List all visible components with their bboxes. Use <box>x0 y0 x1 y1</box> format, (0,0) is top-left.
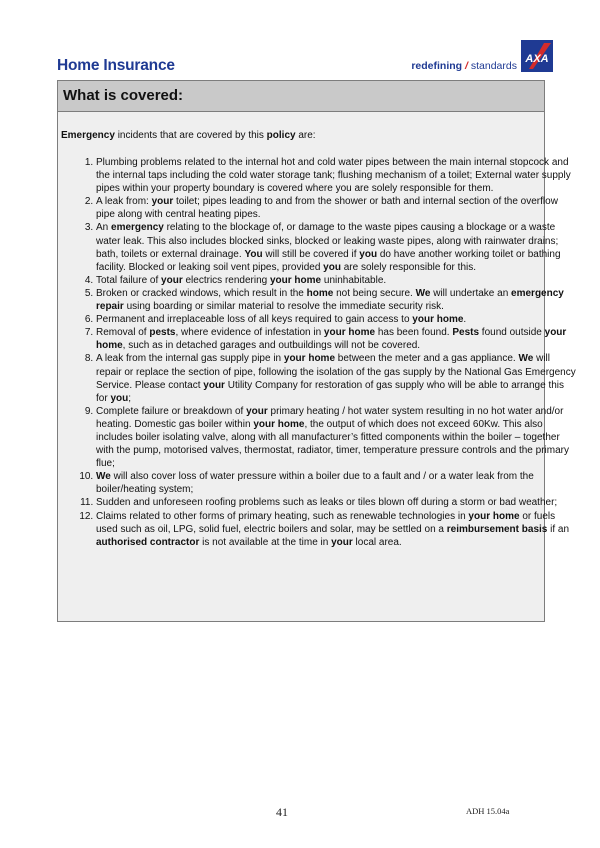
defined-term: your home <box>269 274 322 286</box>
text-run: primary heating / hot water system resulting in no hot water and/or heating. Domestic gas boiler within <box>96 405 564 430</box>
defined-term: your home <box>468 510 520 522</box>
text-run: has been found. <box>375 327 453 339</box>
text-run: uninhabitable. <box>321 274 387 286</box>
text-run: relating to the blockage of, or damage to the waste pipes causing a blockage or a waste water leak. This also includes blocked sinks, blocked or leaking waste pipes, along with rainwater drains; bath, toilets or external drainage. <box>96 222 559 260</box>
defined-term: emergency <box>111 222 164 234</box>
section-title: What is covered: <box>63 87 184 104</box>
text-run: electrics rendering <box>182 274 270 286</box>
defined-term: you <box>323 261 341 273</box>
text-run: not being secure. <box>333 287 416 299</box>
coverage-item <box>96 313 576 326</box>
text-run: will undertake an <box>430 287 512 299</box>
defined-term: We <box>518 353 534 365</box>
defined-term: We <box>415 287 431 299</box>
defined-term: your <box>161 274 183 286</box>
defined-term: your <box>203 379 225 391</box>
text-run: will repair or replace the section of pipe, following the isolation of the gas supply by the National Gas Emergency Service. Please contact <box>96 353 576 391</box>
text-run: A leak from the internal gas supply pipe in <box>96 353 284 365</box>
text-run: or fuels used such as oil, LPG, solid fuel, electric boilers and solar, may be settled on a <box>96 510 556 535</box>
coverage-item <box>96 221 576 273</box>
text-run: incidents that are covered by this <box>114 130 267 141</box>
text-run: A leak from: <box>96 196 152 208</box>
defined-term: authorised contractor <box>96 536 200 548</box>
defined-term: your home <box>283 353 336 365</box>
coverage-item <box>96 274 576 287</box>
text-run: Broken or cracked windows, which result in the <box>96 287 307 299</box>
coverage-item <box>96 510 576 549</box>
text-run: are solely responsible for this. <box>340 261 477 273</box>
page-number: 41 <box>276 805 288 819</box>
defined-term: reimbursement basis <box>446 523 548 535</box>
text-run: Removal of <box>96 327 150 339</box>
coverage-panel <box>57 80 576 622</box>
text-run: is not available at the time in <box>199 536 332 548</box>
coverage-list <box>58 156 576 549</box>
text-run: . <box>463 314 467 326</box>
tagline-rest: standards <box>470 60 517 72</box>
text-run: Total failure of <box>96 274 162 286</box>
page-header <box>57 40 553 74</box>
text-run: Sudden and unforeseen roofing problems such as leaks or tiles blown off during a storm or bad weather; <box>96 497 558 509</box>
brand-title: Home Insurance <box>57 57 175 74</box>
text-run: , where evidence of infestation in <box>175 327 324 339</box>
coverage-item <box>96 470 576 496</box>
defined-term: you <box>110 392 129 404</box>
coverage-item <box>96 496 576 509</box>
text-run: found outside <box>479 327 545 339</box>
text-run: are: <box>295 130 316 141</box>
coverage-item <box>96 156 576 195</box>
defined-term: your home <box>412 314 464 326</box>
coverage-item <box>96 326 576 352</box>
text-run: Permanent and irreplaceable loss of all keys required to gain access to <box>96 314 413 326</box>
text-run: will also cover loss of water pressure within a boiler due to a fault and / or a water leak from the boiler/heating system; <box>96 471 534 496</box>
text-run: , such as in detached garages and outbuildings will not be covered. <box>122 340 421 352</box>
text-run: between the meter and a gas appliance. <box>335 353 519 365</box>
text-run: Utility Company for restoration of gas supply who will be able to arrange this for <box>96 379 565 404</box>
coverage-item <box>96 405 576 470</box>
intro-text <box>61 129 316 142</box>
text-run: do have another working toilet or bathing facility. Blocked or leaking soil vent pipes, provided <box>96 248 561 273</box>
document-code: ADH 15.04a <box>466 806 510 816</box>
defined-term: policy <box>266 130 296 141</box>
tagline-slash: / <box>465 60 468 72</box>
coverage-item <box>96 195 576 221</box>
defined-term: Pests <box>452 327 480 339</box>
defined-term: your <box>151 196 174 208</box>
text-run: ; <box>128 392 132 404</box>
text-run: An <box>96 222 112 234</box>
defined-term: Emergency <box>61 130 115 141</box>
tagline <box>411 60 517 72</box>
defined-term: your home <box>96 327 567 352</box>
defined-term: emergency repair <box>96 287 564 313</box>
tagline-strong: redefining <box>411 60 463 72</box>
defined-term: your <box>331 536 353 548</box>
coverage-item <box>96 352 576 404</box>
defined-term: your <box>246 405 268 417</box>
axa-logo <box>521 40 553 72</box>
text-run: toilet; pipes leading to and from the shower or bath and internal section of the overflow pipe along with central heating pipes. <box>96 196 558 221</box>
defined-term: your home <box>323 327 376 339</box>
text-run: Complete failure or breakdown of <box>96 405 247 417</box>
text-run: , the output of which does not exceed 60Kw. This also includes boiler isolating valve, along with all manufacturer’s fitted components within the boiler – together with the pump, motorised valves, thermostat, radiator, timer, temperature pressure controls and the primary flue; <box>96 418 569 470</box>
logo-text: AXA <box>525 53 549 65</box>
text-run: if an <box>547 523 570 535</box>
defined-term: pests <box>149 327 176 339</box>
defined-term: your home <box>253 418 305 430</box>
text-run: will still be covered if <box>262 248 360 260</box>
defined-term: home <box>306 287 334 299</box>
defined-term: you <box>359 248 378 260</box>
text-run: using boarding or similar material to resolve the immediate security risk. <box>123 301 444 313</box>
text-run: Plumbing problems related to the internal hot and cold water pipes between the main internal stopcock and the internal taps including the cold water storage tank; flushing mechanism of a toilet; External water supply pipes within your property boundary is covered where you are solely responsible for them. <box>96 157 571 195</box>
coverage-item <box>96 287 576 313</box>
text-run: local area. <box>352 536 402 548</box>
defined-term: We <box>96 471 111 483</box>
defined-term: You <box>244 248 263 260</box>
text-run: Claims related to other forms of primary heating, such as renewable technologies in <box>96 510 469 522</box>
